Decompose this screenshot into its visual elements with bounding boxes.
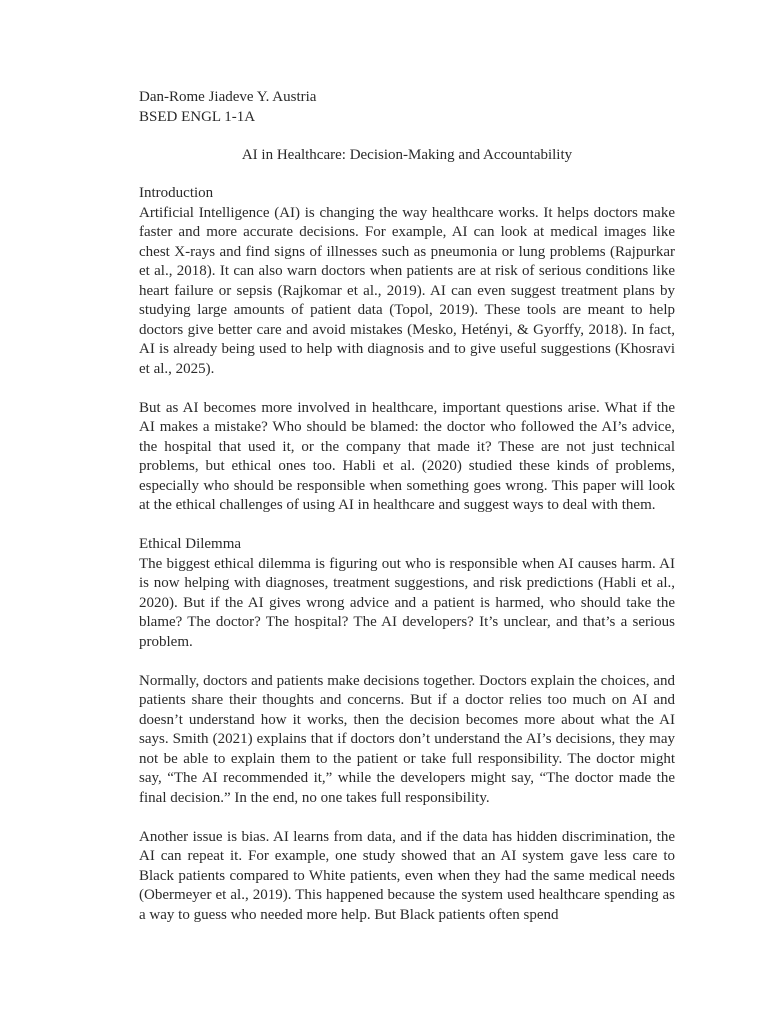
paragraph: The biggest ethical dilemma is figuring out who is responsible when AI causes harm. AI is now helping with diagnoses, treatment suggestions, and risk predictions (Habli et al., 2020). But if the AI gives wrong advice and a patient is harmed, who should take the blame? The doctor? The hospital? The AI developers? It’s unclear, and that’s a serious problem. xyxy=(139,555,675,650)
paragraph: But as AI becomes more involved in healthcare, important questions arise. What if the AI makes a mistake? Who should be blamed: the doctor who followed the AI’s advice, the hospital that used it, or the company that made it? These are not just technical problems, but ethical ones too. Habli et al. (2020) studied these kinds of problems, especially who should be responsible when something goes wrong. This paper will look at the ethical challenges of using AI in healthcare and suggest ways to deal with them. xyxy=(139,399,675,513)
paragraph: Normally, doctors and patients make decisions together. Doctors explain the choices, and patients share their thoughts and concerns. But if a doctor relies too much on AI and doesn’t understand how it works, then the decision becomes more about what the AI says. Smith (2021) explains that if doctors don’t understand the AI’s decisions, they may not be able to explain them to the patient or take full responsibility. The doctor might say, “The AI recommended it,” while the developers might say, “The doctor made the final decision.” In the end, no one takes full responsibility. xyxy=(139,672,675,806)
paragraph: Artificial Intelligence (AI) is changing the way healthcare works. It helps doctors make faster and more accurate decisions. For example, AI can look at medical images like chest X-rays and find signs of illnesses such as pneumonia or lung problems (Rajpurkar et al., 2018). It can also warn doctors when patients are at risk of serious conditions like heart failure or sepsis (Rajkomar et al., 2019). AI can even suggest treatment plans by studying large amounts of patient data (Topol, 2019). These tools are meant to help doctors give better care and avoid mistakes (Mesko, Hetényi, & Gyorffy, 2018). In fact, AI is already being used to help with diagnosis and to give useful suggestions (Khosravi et al., 2025). xyxy=(139,204,675,377)
section-heading-introduction: Introduction xyxy=(139,185,214,201)
class-section: BSED ENGL 1-1A xyxy=(139,108,256,125)
paper-title: AI in Healthcare: Decision-Making and Accountability xyxy=(241,147,573,163)
paper-body xyxy=(139,184,675,925)
author-header xyxy=(139,88,316,127)
paragraph: Another issue is bias. AI learns from data, and if the data has hidden discrimination, the AI can repeat it. For example, one study showed that an AI system gave less care to Black patients compared to White patients, even when they had the same medical needs (Obermeyer et al., 2019). This happened because the system used healthcare spending as a way to guess who needed more help. But Black patients often spend xyxy=(139,828,675,923)
section-heading-ethical-dilemma: Ethical Dilemma xyxy=(139,536,242,552)
author-name: Dan-Rome Jiadeve Y. Austria xyxy=(139,89,317,105)
